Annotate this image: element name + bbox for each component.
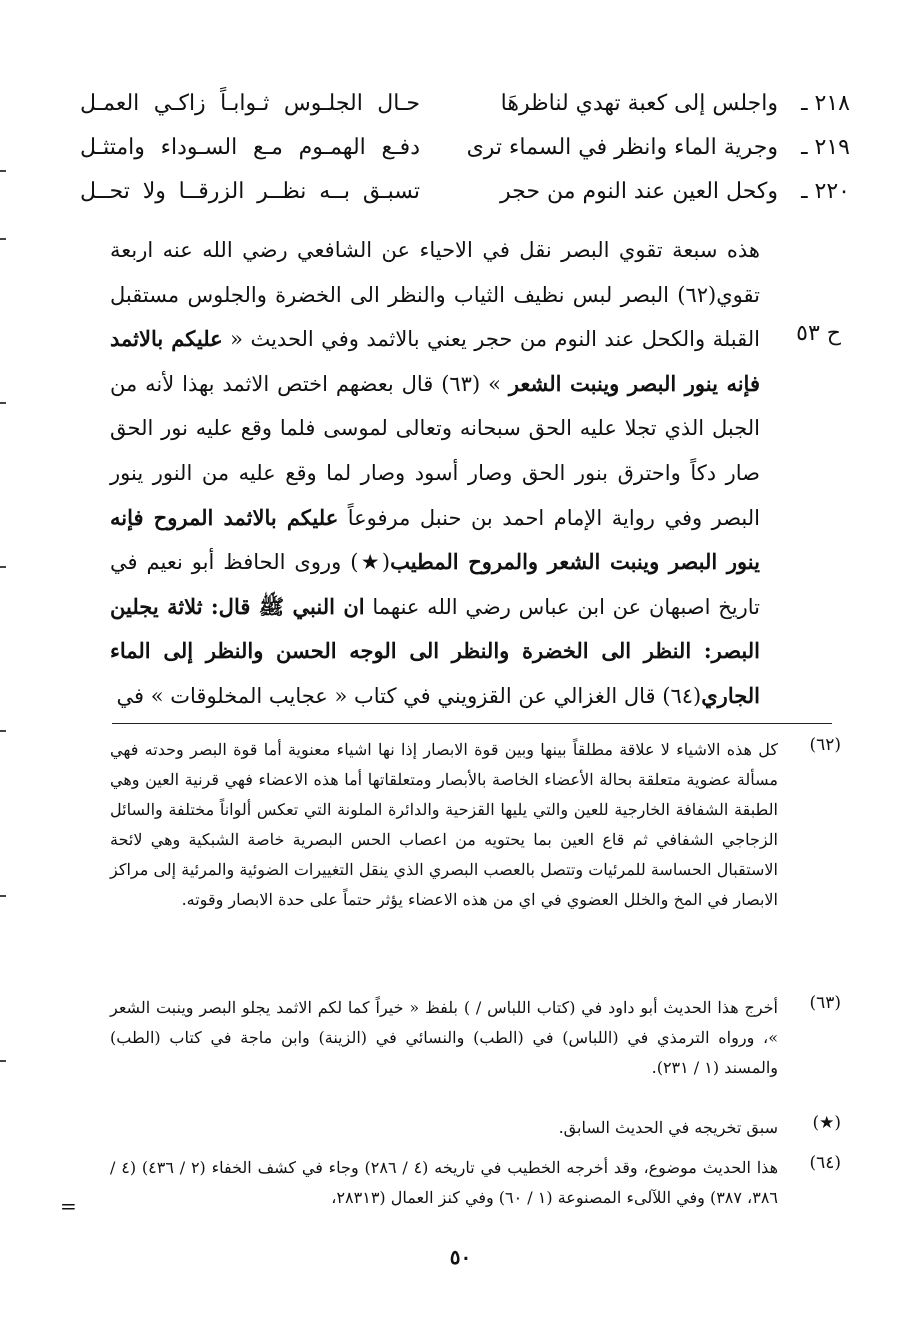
verse-second-hemistich: دفـع الهمـوم مـع السـوداء وامتثـل: [80, 135, 420, 160]
margin-tick: [0, 170, 6, 172]
margin-tick: [0, 566, 6, 568]
footnote-number: (٦٢): [809, 735, 841, 755]
poem-verses: [80, 82, 850, 214]
margin-tick: [0, 238, 6, 240]
verse-number: ٢١٩ ـ: [801, 135, 850, 160]
continuation-mark: =: [60, 1194, 77, 1218]
footnote-number: (٦٣): [809, 993, 841, 1013]
margin-tick: [0, 895, 6, 897]
margin-tick: [0, 730, 6, 732]
body-text: وروى الحافظ أبو نعيم في تاريخ اصبهان عن ابن عباس رضي الله عنهما: [110, 550, 760, 619]
footnote-number: (★): [812, 1113, 841, 1133]
page-number: ٥٠: [449, 1245, 472, 1269]
verse-220: [80, 170, 850, 214]
verse-219: [80, 126, 850, 170]
body-text: قال الغزالي عن القزويني في كتاب « عجايب المخلوقات » في: [116, 683, 663, 708]
body-text: قال بعضهم اختص الاثمد بهذا لأنه من الجبل الذي تجلا عليه الحق سبحانه وتعالى لموسى فلما وقع عليه نور الحق صار دكاً واحترق بنور الحق وصار أسود وصار لما وقع عليه من النور ينور البصر وفي رواية الإمام احمد بن حنبل مرفوعاً: [110, 371, 760, 530]
hadith-quote: عليكم بالاثمد المروح فإنه ينور البصر وينبت الشعر والمروح المطيب: [110, 504, 760, 575]
hadith-marginal-number: ح ٥٣: [796, 321, 841, 346]
verse-218: [80, 82, 850, 126]
footnote-separator: [112, 723, 832, 724]
verse-first-hemistich: وجرية الماء وانظر في السماء ترى: [466, 135, 778, 160]
body-text: »: [480, 371, 509, 396]
commentary-paragraph: [110, 228, 760, 719]
footnote-number: (٦٤): [809, 1153, 841, 1173]
verse-second-hemistich: تسبـق بــه نظــر الزرقــا ولا تحــل: [80, 179, 420, 204]
footnote-star: سبق تخريجه في الحديث السابق.: [558, 1118, 778, 1137]
footnote-ref-64[interactable]: (٦٤): [662, 683, 702, 708]
footnote-62: كل هذه الاشياء لا علاقة مطلقاً بينها وبين قوة الابصار إذا نها اشياء معنوية أما قوة البصر وحدته فهي مسألة عضوية متعلقة بحالة الأعضاء الخاصة بالأبصار ومتعلقاتها أما هذه الاعضاء فهي قرنية العين وهي الطبقة الشفافة الخارجية للعين والتي يليها القزحية والدائرة الملونة التي تعكس ألواناً مختلفة والسائل الزجاجي الشفافي ثم قاع العين بما يحتويه من اعصاب الحس البصرية خاصة الشبكية وهي لائحة الاستقبال الحساسة للمرئيات وتتصل بالعصب البصري الذي ينقل التغييرات الضوئية والمرئية إلى مراكز الابصار في المخ والخلل العضوي في اي من هذه الاعضاء يؤثر حتماً على حدة الابصار وقوته.: [110, 740, 779, 909]
footnote-ref-star[interactable]: (★): [350, 550, 391, 575]
verse-number: ٢٢٠ ـ: [801, 179, 850, 204]
verse-first-hemistich: وكحل العين عند النوم من حجر: [500, 179, 778, 204]
body-text: البصر لبس نظيف الثياب والنظر الى الخضرة والجلوس مستقبل القبلة والكحل عند النوم من حجر يعني بالاثمد وفي الحديث «: [110, 282, 760, 352]
verse-second-hemistich: حـال الجلـوس ثـوابـاً زاكـي العمـل: [80, 91, 420, 116]
footnote-ref-62[interactable]: (٦٢): [677, 282, 717, 307]
margin-tick: [0, 402, 6, 404]
verse-first-hemistich: واجلس إلى كعبة تهدي لناظرهَا: [500, 91, 778, 116]
hadith-quote: عليكم بالاثمد فإنه ينور البصر وينبت الشعر: [110, 326, 760, 396]
footnote-64: هذا الحديث موضوع، وقد أخرجه الخطيب في تاريخه (٤ / ٢٨٦) وجاء في كشف الخفاء (٢ / ٤٣٦) (٤ / ٣٨٦، ٣٨٧) وفي اللآلىء المصنوعة (١ / ٦٠) وفي كنز العمال (٢٨٣١٣،: [110, 1158, 779, 1207]
margin-tick: [0, 1060, 6, 1062]
body-text: هذه سبعة تقوي البصر نقل في الاحياء عن الشافعي رضي الله عنه اربعة تقوي: [110, 238, 760, 307]
hadith-quote: ان النبي ﷺ قال: ثلاثة يجلين البصر: النظر الى الخضرة والنظر الى الوجه الحسن والنظر إلى الماء الجاري: [110, 593, 760, 708]
footnote-ref-63[interactable]: (٦٣): [441, 371, 481, 396]
footnote-63: أخرج هذا الحديث أبو داود في (كتاب اللباس / ) بلفظ « خيراً كما لكم الاثمد يجلو البصر وينبت الشعر »، ورواه الترمذي في (اللباس) في (الطب) والنسائي في (الزينة) وابن ماجة في كتاب (الطب) والمسند (١ / ٢٣١).: [110, 998, 778, 1077]
verse-number: ٢١٨ ـ: [801, 91, 850, 116]
